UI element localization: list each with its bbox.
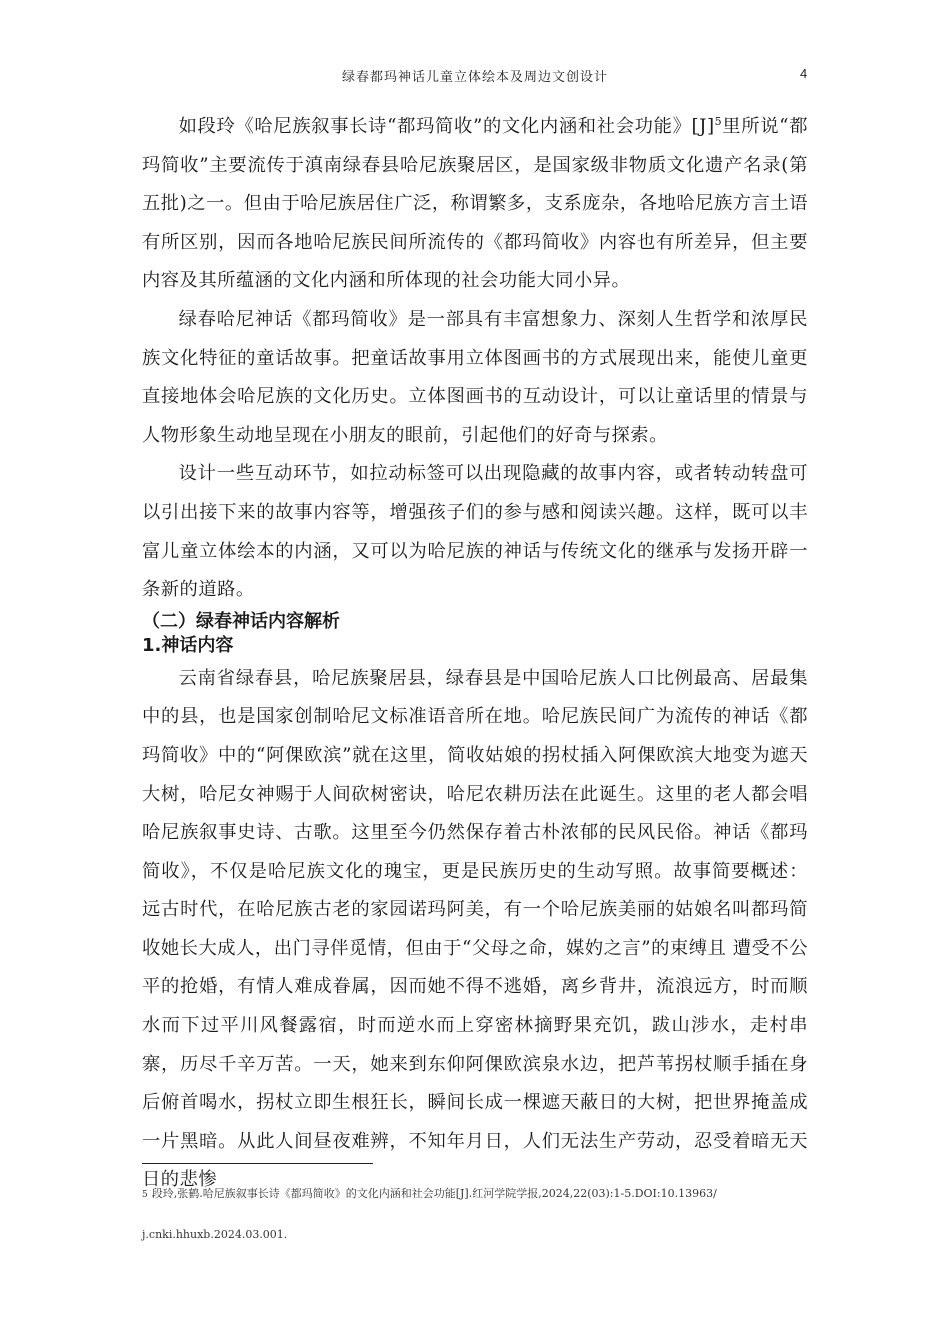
section-heading: （二）绿春神话内容解析 (142, 610, 340, 632)
paragraph-1-text-a: 如段玲《哈尼族叙事长诗“都玛简收”的文化内涵和社会功能》[J] (178, 116, 715, 137)
footnote-mark: 5 (142, 1190, 148, 1200)
footnote-separator (142, 1163, 373, 1164)
footnote-line-1 (142, 1174, 808, 1215)
page-number: 4 (800, 66, 808, 81)
body-text (142, 108, 808, 1200)
footnote (142, 1174, 808, 1255)
paragraph-1 (142, 108, 808, 301)
subsection-heading: 1.神话内容 (142, 634, 234, 656)
paragraph-4: 云南省绿春县，哈尼族聚居县，绿春县是中国哈尼族人口比例最高、居最集中的县，也是国家创制哈尼文标准语音所在地。哈尼族民间广为流传的神话《都玛简收》中的“阿倮欧滨”就在这里，简收姑娘的拐杖插入阿倮欧滨大地变为遮天大树，哈尼女神赐于人间砍树密诀，哈尼农耕历法在此诞生。这里的老人都会唱哈尼族叙事史诗、古歌。这里至今仍然保存着古朴浓郁的民风民俗。神话《都玛简收》，不仅是哈尼族文化的瑰宝，更是民族历史的生动写照。故事简要概述：远古时代，在哈尼族古老的家园诺玛阿美，有一个哈尼族美丽的姑娘名叫都玛简收她长大成人，出门寻伴觅情，但由于“父母之命，媒妁之言”的束缚且 遭受不公平的抢婚，有情人难成眷属，因而她不得不逃婚，离乡背井，流浪远方，时而顺水而下过平川风餐露宿，时而逆水而上穿密林摘野果充饥，跋山涉水，走村串寨，历尽千辛万苦。一天，她来到东仰阿倮欧滨泉水边，把芦苇拐杖顺手插在身后俯首喝水，拐杖立即生根狂长，瞬间长成一棵遮天蔽日的大树，把世界掩盖成一片黑暗。从此人间昼夜难辨，不知年月日，人们无法生产劳动，忍受着暗无天日的悲惨 (142, 667, 808, 1191)
paragraph-1-text-b: 里所说“都玛简收”主要流传于滇南绿春县哈尼族聚居区，是国家级非物质文化遗产名录(第五批)之一。但由于哈尼族居住广泛，称谓繁多，支系庞杂，各地哈尼族方言土语有所区别，因而各地哈尼族民间所流传的《都玛简收》内容也有所差异，但主要内容及其所蕴涵的文化内涵和所体现的社会功能大同小异。 (142, 116, 808, 292)
footnote-text-1: 段玲,张鹤.哈尼族叙事长诗《都玛简收》的文化内涵和社会功能[J].红河学院学报,2024,22(03):1-5.DOI:10.13963/ (151, 1187, 717, 1200)
footnote-line-2: j.cnki.hhuxb.2024.03.001. (142, 1228, 288, 1241)
running-header-title: 绿春都玛神话儿童立体绘本及周边文创设计 (341, 70, 608, 85)
paragraph-2: 绿春哈尼神话《都玛简收》是一部具有丰富想象力、深刻人生哲学和浓厚民族文化特征的童话故事。把童话故事用立体图画书的方式展现出来，能使儿童更直接地体会哈尼族的文化历史。立体图画书的互动设计，可以让童话里的情景与人物形象生动地呈现在小朋友的眼前，引起他们的好奇与探索。 (142, 308, 808, 446)
footnote-reference[interactable]: 5 (714, 114, 723, 128)
paragraph-3: 设计一些互动环节，如拉动标签可以出现隐藏的故事内容，或者转动转盘可以引出接下来的故事内容等，增强孩子们的参与感和阅读兴趣。这样，既可以丰富儿童立体绘本的内涵，又可以为哈尼族的神话与传统文化的继承与发扬开辟一条新的道路。 (142, 463, 808, 601)
